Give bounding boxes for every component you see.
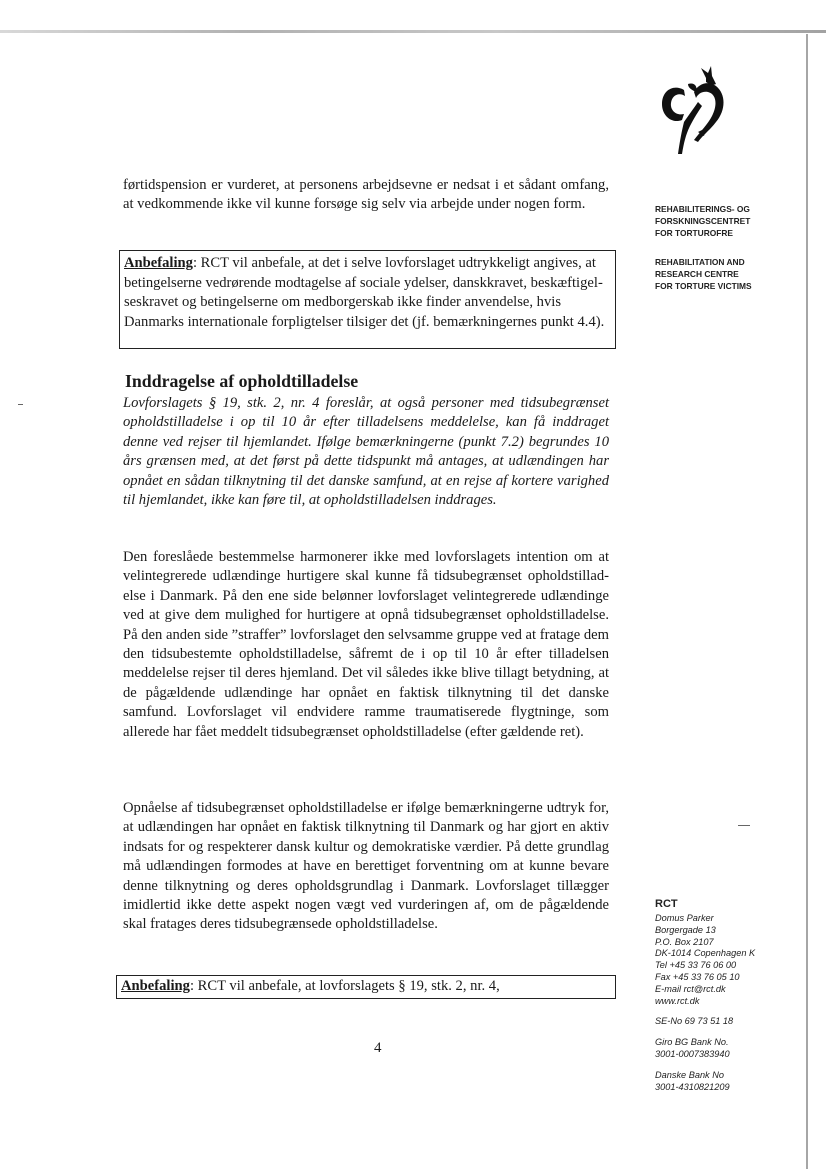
org-english-line-1: REHABILITATION AND [655,257,745,267]
org-english-line-3: FOR TORTURE VICTIMS [655,281,752,291]
org-danish-line-2: FORSKNINGSCENTRET [655,216,751,226]
scan-mark [738,825,750,826]
scan-edge-right [806,34,808,1169]
italic-text: Lovforslagets § 19, stk. 2, nr. 4 foreslår, at også personer med tidsubegrænset opholdstilladelse i op til 10 år efter tilladelsens meddelelse, kan få inddraget denne ved rejser til hjemlandet. Ifølge bemærkningerne (punkt 7.2) begrundes 10 års grænsen med, at det først på dette tidspunkt må antages, at udlændingen har opnået en sådan tilknytning til det danske samfund, at en rejse af kortere varighed til hjemlandet, ikke kan føre til, at opholdstilladelsen inddrages. [123,395,609,509]
page-number: 4 [374,1040,382,1056]
scan-mark [18,404,23,405]
org-english-line-2: RESEARCH CENTRE [655,269,739,279]
section-heading: Inddragelse af opholdtilladelse [125,371,359,391]
giro-label: Giro BG Bank No. [655,1037,729,1048]
intro-paragraph [123,176,609,215]
se-number: SE-No 69 73 51 18 [655,1016,734,1027]
contact-name: RCT [655,898,678,910]
phone-line: Tel +45 33 76 06 00 [655,960,737,971]
recommendation-text: : RCT vil anbefale, at lovforslagets § 19, stk. 2, nr. 4, [189,978,500,994]
contact-block [655,898,795,1093]
paragraph-3-text: Opnåelse af tidsubegrænset opholdstilladelse er ifølge bemærkningerne udtryk for, at udlændingen har opnået en faktisk tilknytning til Danmark og har gjort en aktiv indsats for og respekterer dansk kultur og demokratiske værdier. På dette grundlag må udlændingen formodes at have en berettiget forventning om at kunne bevare denne tilknytning og deres opholdsgrundlag i Danmark. Lovforslaget tillægger imidlertid ikke dette aspekt nogen vægt ved vurderingen af, om de pågældende skal fratages deres tidsubegrænsede opholdstilladelse. [123,800,609,933]
danske-bank-number: 3001-4310821209 [655,1081,730,1092]
address-line: Domus Parker [655,913,714,923]
recommendation-text: : RCT vil anbefale, at det i selve lovforslaget udtrykkeligt angives, at betingelserne vedrørende modtagelse af sociale ydelser, danskkravet, beskæftigel-seskravet og betingelserne om medborgerskab ikke finder anvendelse, hvis Danmarks internationale forpligtelser tilsiger det (jf. bemærkningernes punkt 4.4). [124,255,605,330]
paragraph-2 [123,548,609,742]
org-name-danish [655,203,795,239]
org-danish-line-1: REHABILITERINGS- OG [655,204,750,214]
fax-line: Fax +45 33 76 05 10 [655,971,740,982]
paragraph-3 [123,799,609,935]
rct-logo-icon [654,62,738,158]
recommendation-box-1 [119,250,616,349]
recommendation-label: Anbefaling [121,978,190,994]
recommendation-box-2 [116,975,616,999]
giro-number: 3001-0007383940 [655,1048,730,1059]
danske-bank-label: Danske Bank No [655,1069,724,1080]
italic-paragraph [123,394,609,510]
org-danish-line-3: FOR TORTUROFRE [655,228,734,238]
address-line: Borgergade 13 [655,924,716,935]
website-line: www.rct.dk [655,995,700,1006]
intro-text: førtidspension er vurderet, at personens arbejdsevne er nedsat i et sådant omfang, at vedkommende ikke vil kunne forsøge sig selv via arbejde under nogen form. [123,177,609,213]
scan-edge-top [0,30,826,33]
address-line: DK-1014 Copenhagen K [655,948,756,959]
email-line: E-mail rct@rct.dk [655,983,726,994]
paragraph-2-text: Den foreslåede bestemmelse harmonerer ikke med lovforslagets intention om at velintegrerede udlændinge hurtigere skal kunne få tidsubegrænset opholdstillad-else i Danmark. På den ene side belønner lovforslaget velintegrerede udlændinge ved at give dem mulighed for hurtigere at opnå tidsubegrænset opholdstilladelse. På den anden side ”straffer” lovforslaget den selvsamme gruppe ved at fratage dem den tidsubestemte opholdstilladelse, såfremt de i op til 10 år efter tilladelsen meddelelse rejser til deres hjemland. Det vil således ikke blive tillagt betydning, at de pågældende udlændinge har opnået en faktisk tilknytning til det danske samfund. Lovforslaget vil endvidere ramme traumatiserede flygtninge, som allerede har fået meddelt tidsubegrænset opholdstilladelse (efter gældende ret). [123,549,609,740]
address-line: P.O. Box 2107 [655,936,714,947]
org-name-english [655,256,795,292]
recommendation-label: Anbefaling [124,255,193,271]
